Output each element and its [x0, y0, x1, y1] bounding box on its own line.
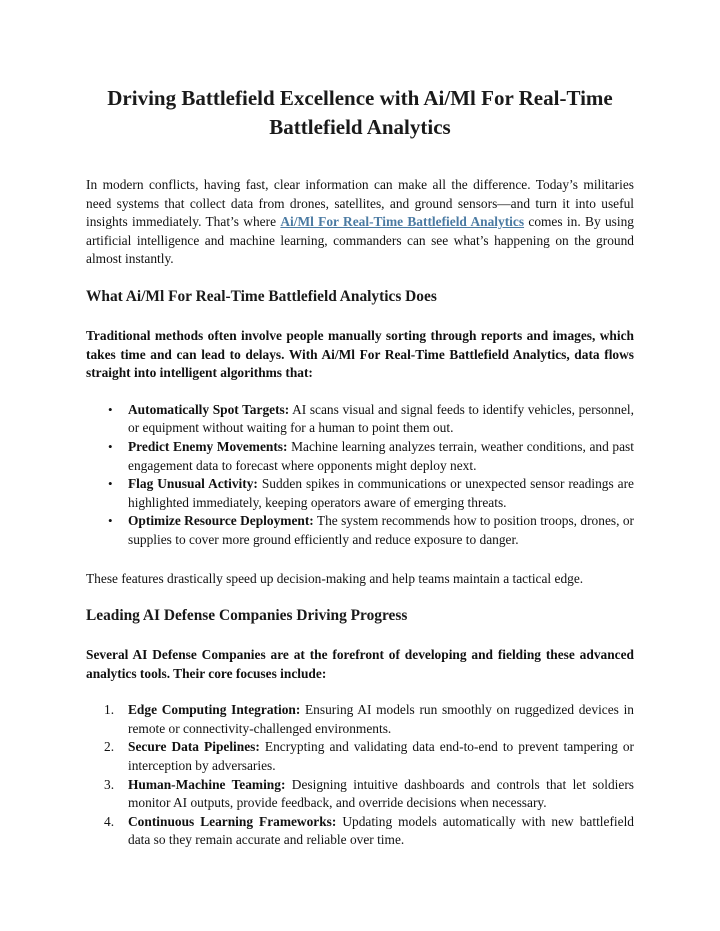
list-item-number: 3.: [104, 776, 115, 792]
intro-text-after-link: comes in. By using artificial intelligence and machine learning, commanders can see what’s happening on the ground almost instantly.: [86, 214, 634, 267]
list-item-term: Predict Enemy Movements:: [128, 438, 288, 454]
list-item-term: Automatically Spot Targets:: [128, 401, 290, 417]
list-item-text: Machine learning analyzes terrain, weather conditions, and past engagement data to forecast where opponents might deploy next.: [128, 438, 634, 473]
intro-paragraph: [86, 176, 634, 269]
focus-list: [86, 701, 634, 850]
list-item: [104, 701, 634, 738]
list-item-text: The system recommends how to position troops, drones, or supplies to cover more ground efficiently and reduce exposure to danger.: [128, 513, 634, 547]
analytics-link[interactable]: Ai/Ml For Real-Time Battlefield Analytics: [280, 214, 525, 230]
list-item: [104, 776, 634, 813]
list-item-text: Updating models automatically with new battlefield data so they remain accurate and reliable over time.: [128, 813, 634, 848]
intro-text-before-link: In modern conflicts, having fast, clear information can make all the difference. Today’s militaries need systems that collect data from drones, satellites, and ground sensors—and turn it into useful insights immediately. That’s where: [86, 177, 634, 230]
bullet-icon: •: [108, 438, 113, 454]
list-item-number: 2.: [104, 739, 115, 755]
section-heading-leading: Leading AI Defense Companies Driving Progress: [86, 607, 408, 625]
section1-summary: These features drastically speed up decision-making and help teams maintain a tactical edge.: [86, 570, 584, 586]
list-item-term: Human-Machine Teaming:: [128, 776, 286, 792]
list-item-number: 1.: [104, 702, 115, 718]
list-item-text: Designing intuitive dashboards and controls that let soldiers monitor AI outputs, provide feedback, and override decisions when necessary.: [128, 776, 634, 811]
list-item: [108, 401, 634, 438]
list-item: [108, 438, 634, 475]
list-item-text: Sudden spikes in communications or unexpected sensor readings are highlighted immediately, keeping operators aware of emerging threats.: [128, 476, 634, 510]
section-heading-what: What Ai/Ml For Real-Time Battlefield Analytics Does: [86, 287, 437, 305]
section1-lead: Traditional methods often involve people manually sorting through reports and images, which takes time and can lead to delays. With Ai/Ml For Real-Time Battlefield Analytics, data flows straight into intelligent algorithms that:: [86, 327, 634, 381]
list-item-number: 4.: [104, 813, 115, 829]
list-item-term: Edge Computing Integration:: [128, 702, 301, 718]
list-item: [108, 475, 634, 512]
section2-lead: Several AI Defense Companies are at the forefront of developing and fielding these advanced analytics tools. Their core focuses include:: [86, 647, 634, 681]
page-title: Driving Battlefield Excellence with Ai/Ml For Real-Time Battlefield Analytics: [107, 86, 613, 139]
list-item-term: Continuous Learning Frameworks:: [128, 813, 337, 829]
list-item: [104, 738, 634, 775]
list-item-term: Optimize Resource Deployment:: [128, 513, 314, 529]
bullet-icon: •: [108, 401, 113, 417]
list-item-text: Ensuring AI models run smoothly on ruggedized devices in remote or connectivity-challenged environments.: [128, 702, 634, 736]
list-item: [108, 512, 634, 549]
list-item-text: AI scans visual and signal feeds to identify vehicles, personnel, or equipment without waiting for a human to point them out.: [128, 401, 634, 436]
list-item-text: Encrypting and validating data end-to-end to prevent tampering or interception by adversaries.: [128, 739, 634, 774]
bullet-icon: •: [108, 476, 113, 492]
list-item-term: Secure Data Pipelines:: [128, 739, 260, 755]
list-item-term: Flag Unusual Activity:: [128, 476, 258, 492]
list-item: [104, 813, 634, 850]
bullet-icon: •: [108, 513, 113, 529]
capabilities-list: [86, 401, 634, 550]
